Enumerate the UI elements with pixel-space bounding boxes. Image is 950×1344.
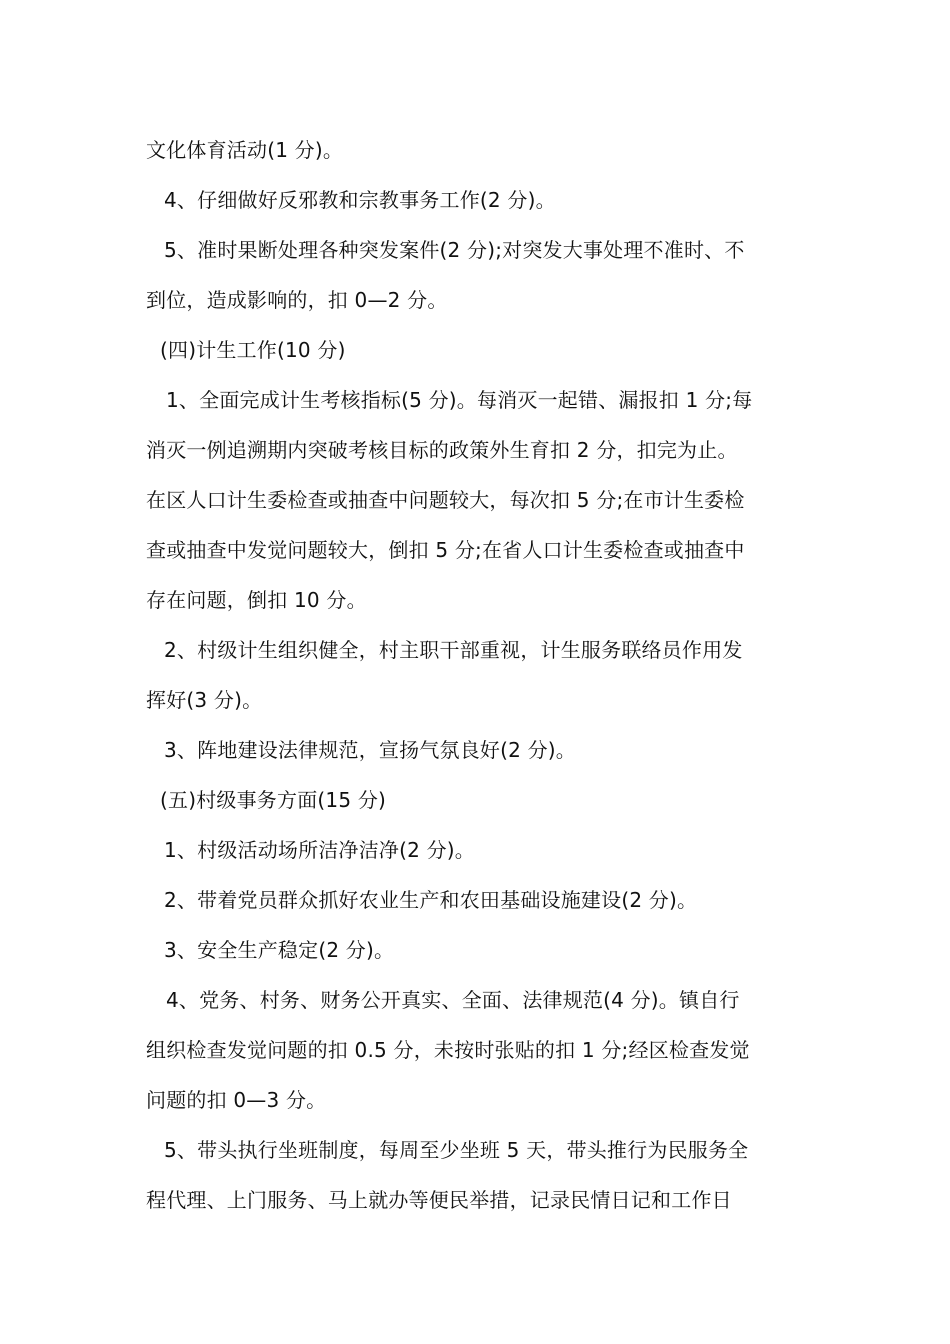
- text-line: 问题的扣 0—3 分。: [146, 1088, 327, 1112]
- text-line: 到位，造成影响的，扣 0—2 分。: [146, 288, 448, 312]
- text-line: 查或抽查中发觉问题较大，倒扣 5 分;在省人口计生委检查或抽查中: [146, 538, 745, 562]
- text-line: 存在问题，倒扣 10 分。: [146, 588, 367, 612]
- text-line: 4、仔细做好反邪教和宗教事务工作(2 分)。: [164, 188, 556, 212]
- text-line: 程代理、上门服务、马上就办等便民举措，记录民情日记和工作日: [146, 1188, 732, 1212]
- text-line: 2、村级计生组织健全，村主职干部重视，计生服务联络员作用发: [164, 638, 743, 662]
- text-line: 3、安全生产稳定(2 分)。: [164, 938, 395, 962]
- text-line: 3、阵地建设法律规范，宣扬气氛良好(2 分)。: [164, 738, 577, 762]
- text-line: 在区人口计生委检查或抽查中问题较大，每次扣 5 分;在市计生委检: [146, 488, 745, 512]
- text-line: 1、村级活动场所洁净洁净(2 分)。: [164, 838, 476, 862]
- text-line: 1、全面完成计生考核指标(5 分)。每消灭一起错、漏报扣 1 分;每: [166, 388, 753, 412]
- text-line: 5、准时果断处理各种突发案件(2 分);对突发大事处理不准时、不: [164, 238, 745, 262]
- text-line: 组织检查发觉问题的扣 0.5 分，未按时张贴的扣 1 分;经区检查发觉: [146, 1038, 750, 1062]
- text-line: 2、带着党员群众抓好农业生产和农田基础设施建设(2 分)。: [164, 888, 698, 912]
- section-heading: (四)计生工作(10 分): [160, 338, 346, 362]
- text-line: 文化体育活动(1 分)。: [146, 138, 344, 162]
- text-line: 5、带头执行坐班制度，每周至少坐班 5 天，带头推行为民服务全: [164, 1138, 749, 1162]
- text-line: 挥好(3 分)。: [146, 688, 263, 712]
- section-heading: (五)村级事务方面(15 分): [160, 788, 387, 812]
- text-line: 4、党务、村务、财务公开真实、全面、法律规范(4 分)。镇自行: [166, 988, 740, 1012]
- text-line: 消灭一例追溯期内突破考核目标的政策外生育扣 2 分，扣完为止。: [146, 438, 738, 462]
